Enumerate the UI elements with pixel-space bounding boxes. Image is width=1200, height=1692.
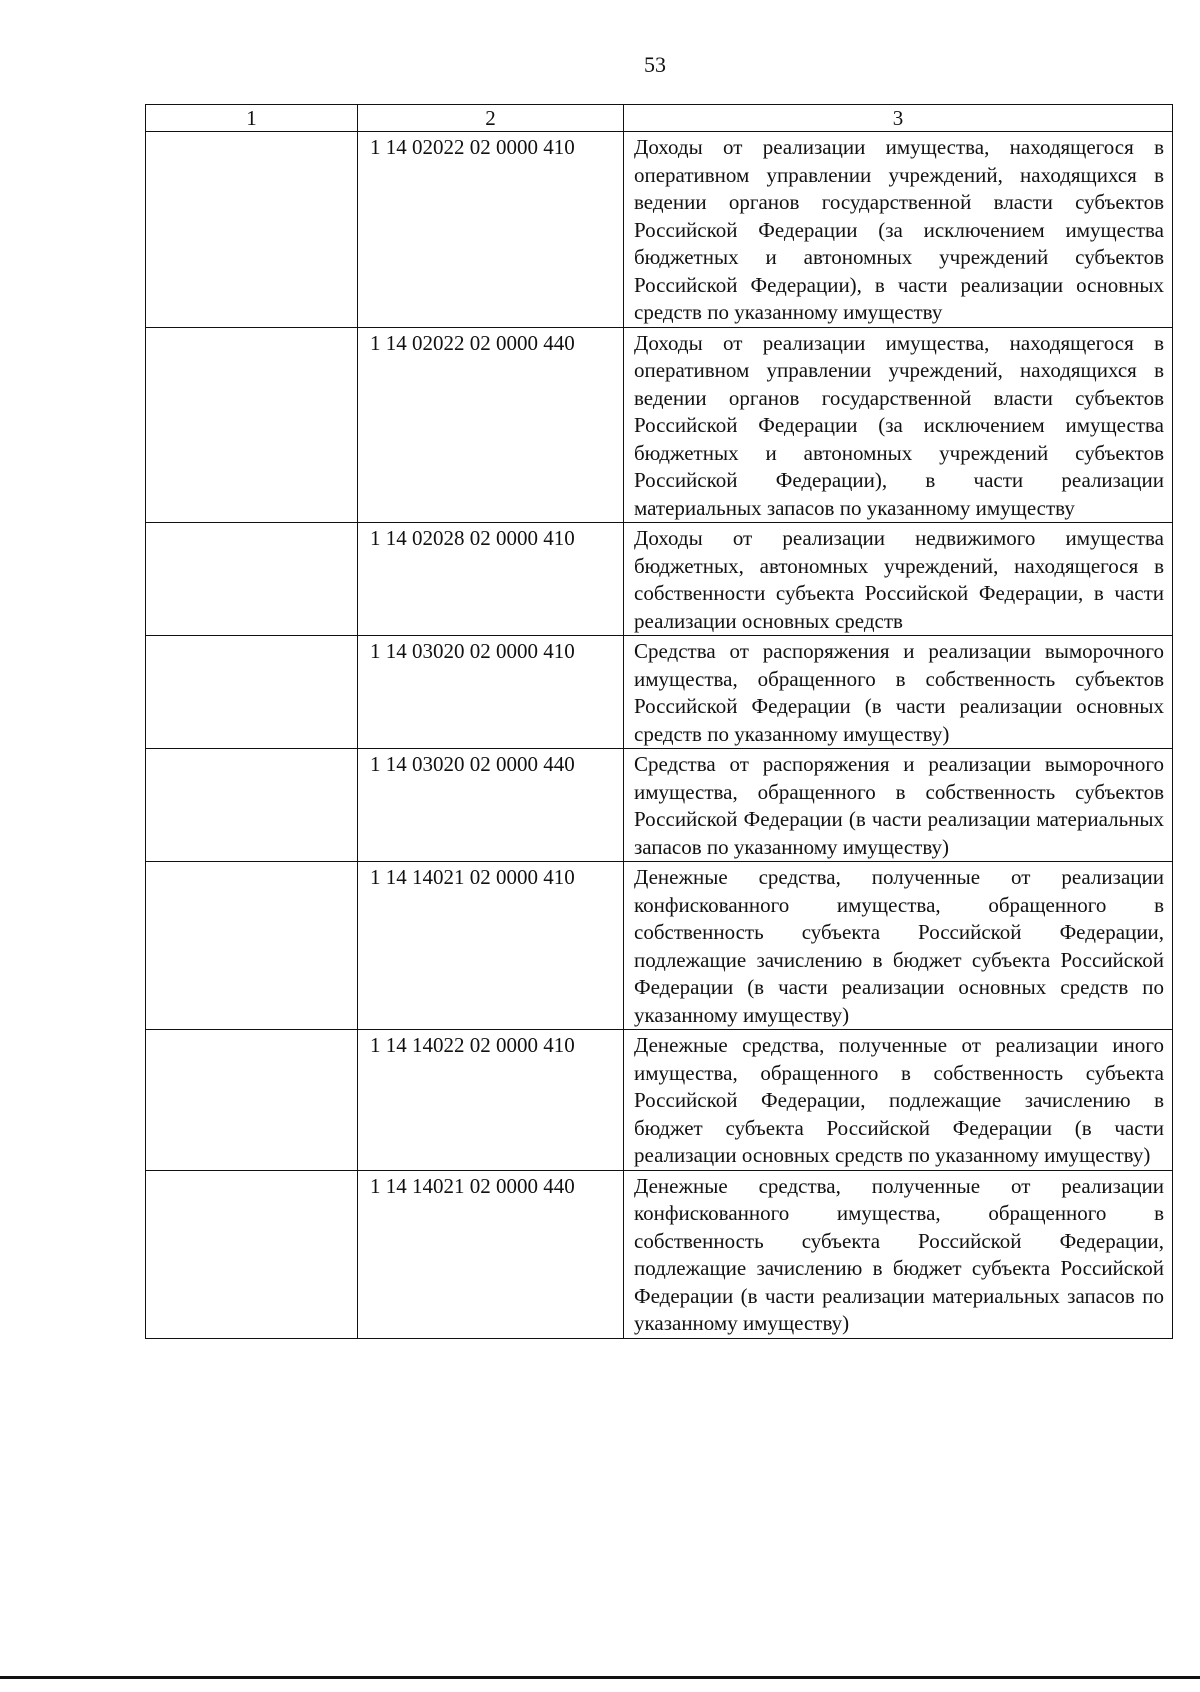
row-col1-cell — [146, 1030, 358, 1171]
revenue-description-cell: Средства от распоряжения и реализации выморочного имущества, обращенного в собственность субъектов Российской Федерации (в части реализации материальных запасов по указанному имуществу) — [624, 749, 1173, 862]
revenue-description-cell: Денежные средства, полученные от реализации конфискованного имущества, обращенного в собственность субъекта Российской Федерации, подлежащие зачислению в бюджет субъекта Российской Федерации (в части реализации материальных запасов по указанному имуществу) — [624, 1170, 1173, 1338]
revenue-code-cell: 1 14 14021 02 0000 410 — [358, 862, 624, 1030]
row-col1-cell — [146, 636, 358, 749]
revenue-code-cell: 1 14 02022 02 0000 410 — [358, 132, 624, 328]
column-header-3: 3 — [624, 105, 1173, 132]
page-number: 53 — [644, 52, 666, 77]
revenue-code-cell: 1 14 14022 02 0000 410 — [358, 1030, 624, 1171]
table-row — [146, 1030, 1173, 1171]
revenue-description-cell: Доходы от реализации недвижимого имущества бюджетных, автономных учреждений, находящегося в собственности субъекта Российской Федерации, в части реализации основных средств — [624, 523, 1173, 636]
revenue-code-cell: 1 14 14021 02 0000 440 — [358, 1170, 624, 1338]
bottom-rule-divider — [0, 1676, 1200, 1679]
revenue-code-cell: 1 14 02028 02 0000 410 — [358, 523, 624, 636]
row-col1-cell — [146, 862, 358, 1030]
row-col1-cell — [146, 1170, 358, 1338]
row-col1-cell — [146, 327, 358, 523]
row-col1-cell — [146, 523, 358, 636]
budget-classification-table — [145, 104, 1173, 1339]
table-row — [146, 327, 1173, 523]
column-header-2: 2 — [358, 105, 624, 132]
row-col1-cell — [146, 749, 358, 862]
revenue-description-cell: Доходы от реализации имущества, находящегося в оперативном управлении учреждений, находящихся в ведении органов государственной власти субъектов Российской Федерации (за исключением имущества бюджетных и автономных учреждений субъектов Российской Федерации), в части реализации материальных запасов по указанному имуществу — [624, 327, 1173, 523]
column-header-1: 1 — [146, 105, 358, 132]
table-row — [146, 636, 1173, 749]
row-col1-cell — [146, 132, 358, 328]
revenue-code-cell: 1 14 02022 02 0000 440 — [358, 327, 624, 523]
revenue-description-cell: Денежные средства, полученные от реализации иного имущества, обращенного в собственность субъекта Российской Федерации, подлежащие зачислению в бюджет субъекта Российской Федерации (в части реализации основных средств по указанному имуществу) — [624, 1030, 1173, 1171]
revenue-code-cell: 1 14 03020 02 0000 440 — [358, 749, 624, 862]
revenue-code-cell: 1 14 03020 02 0000 410 — [358, 636, 624, 749]
revenue-description-cell: Средства от распоряжения и реализации выморочного имущества, обращенного в собственность субъектов Российской Федерации (в части реализации основных средств по указанному имуществу) — [624, 636, 1173, 749]
table-row — [146, 523, 1173, 636]
table-row — [146, 749, 1173, 862]
table-row — [146, 1170, 1173, 1338]
table-row — [146, 132, 1173, 328]
revenue-description-cell: Денежные средства, полученные от реализации конфискованного имущества, обращенного в собственность субъекта Российской Федерации, подлежащие зачислению в бюджет субъекта Российской Федерации (в части реализации основных средств по указанному имуществу) — [624, 862, 1173, 1030]
table-header-row — [146, 105, 1173, 132]
revenue-description-cell: Доходы от реализации имущества, находящегося в оперативном управлении учреждений, находящихся в ведении органов государственной власти субъектов Российской Федерации (за исключением имущества бюджетных и автономных учреждений субъектов Российской Федерации), в части реализации основных средств по указанному имуществу — [624, 132, 1173, 328]
table-row — [146, 862, 1173, 1030]
